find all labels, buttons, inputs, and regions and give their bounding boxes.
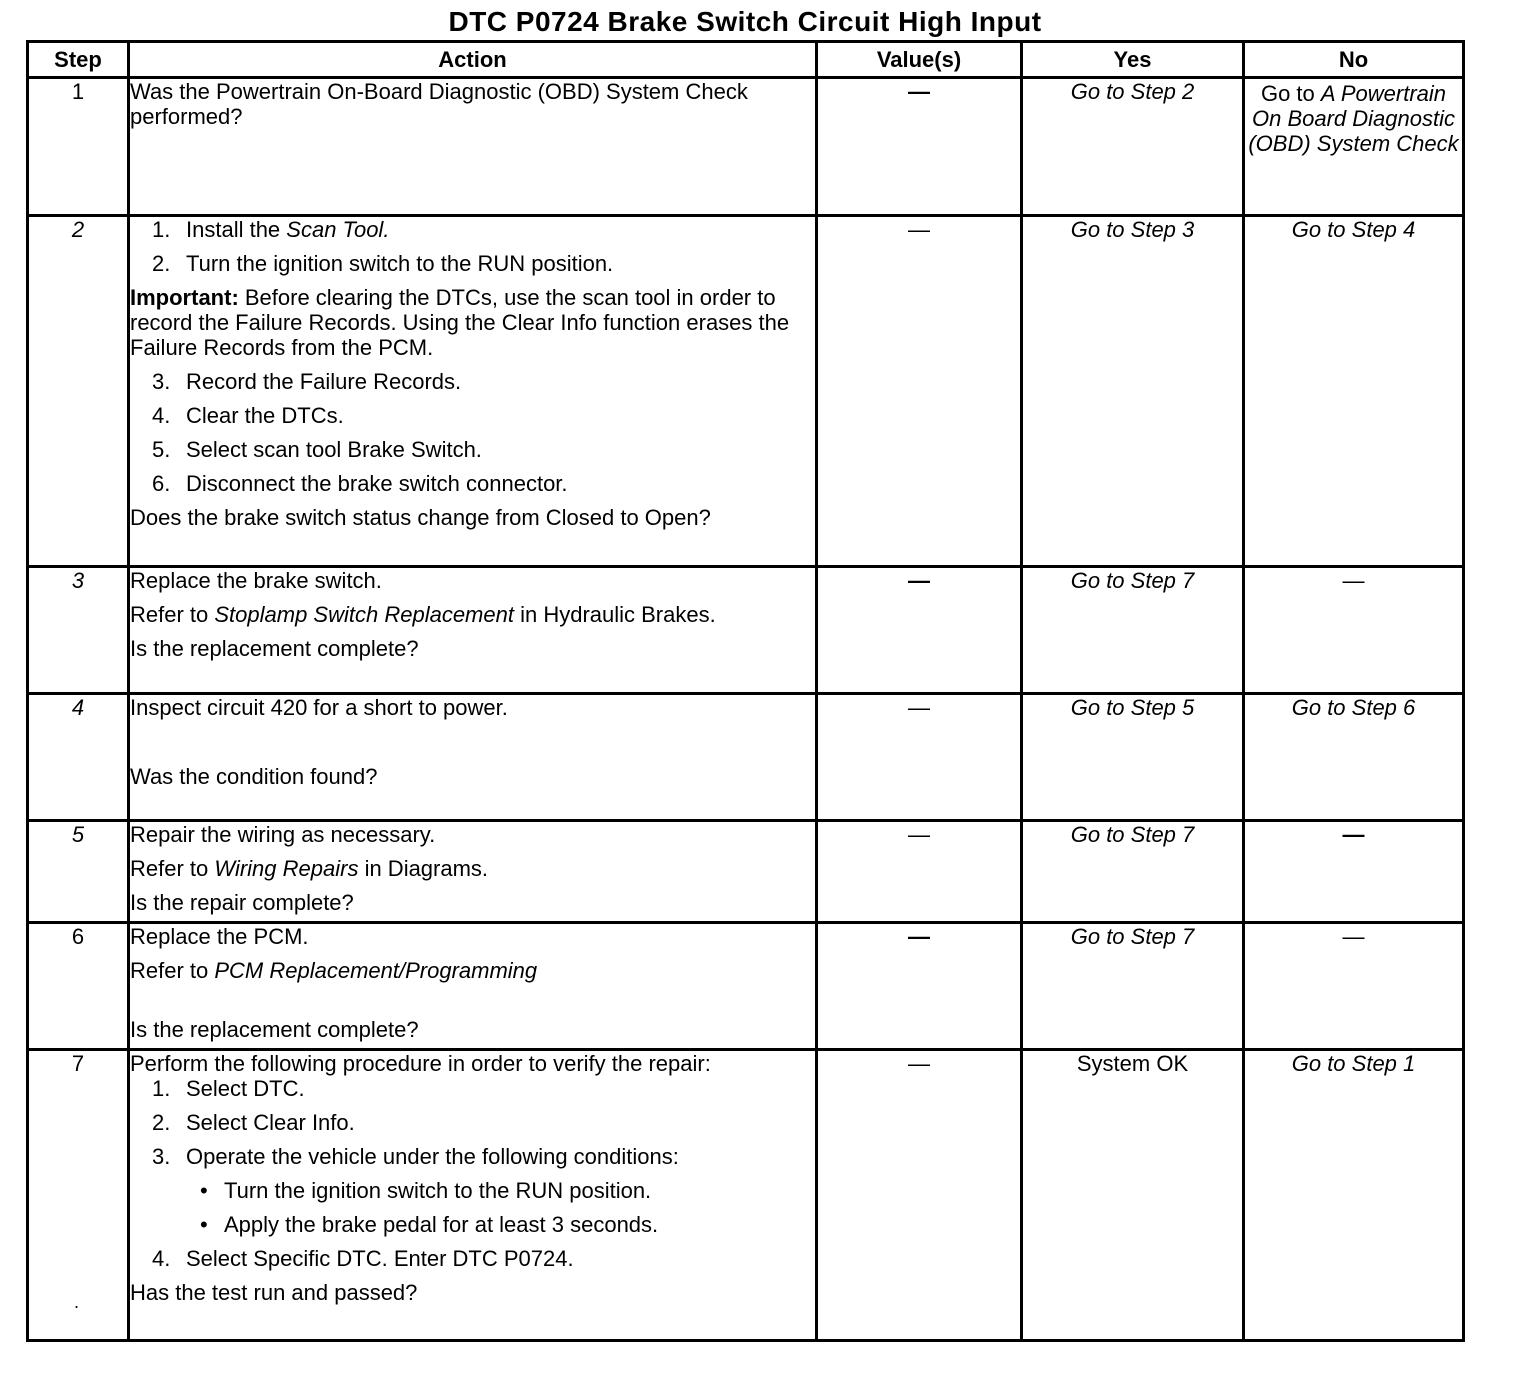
value-dash: — — [908, 217, 930, 242]
action-refer: Refer to Wiring Repairs in Diagrams. — [130, 856, 489, 881]
header-yes: Yes — [1022, 42, 1244, 78]
action-text: Replace the PCM. — [130, 924, 309, 949]
list-item: 5. Select scan tool Brake Switch. — [152, 437, 482, 462]
action-text: Inspect circuit 420 for a short to power. — [130, 695, 508, 720]
table-row — [28, 923, 1464, 1050]
action-question: Is the replacement complete? — [130, 636, 419, 661]
action-question: Was the condition found? — [130, 764, 378, 789]
no-dash: — — [1342, 822, 1365, 847]
yes-link[interactable]: Go to Step 5 — [1022, 694, 1244, 821]
list-item: 3. Record the Failure Records. — [152, 369, 462, 394]
header-row — [28, 42, 1464, 78]
no-link[interactable]: Go to Step 4 — [1244, 216, 1464, 567]
table-row — [28, 216, 1464, 567]
list-item: 1. Install the Scan Tool. — [152, 217, 390, 242]
step-number: 3 — [28, 567, 129, 694]
no-prefix: Go to — [1260, 81, 1321, 106]
no-dash: — — [1342, 924, 1365, 949]
value-dash: — — [908, 568, 930, 593]
no-link[interactable]: Go to Step 6 — [1244, 694, 1464, 821]
yes-link[interactable]: Go to Step 7 — [1022, 821, 1244, 923]
no-cell — [1244, 567, 1464, 694]
table-row — [28, 694, 1464, 821]
step-number: 4 — [28, 694, 129, 821]
value-cell — [817, 567, 1022, 694]
no-dash: — — [1342, 568, 1365, 593]
value-dash: — — [908, 79, 930, 104]
action-cell — [129, 567, 817, 694]
yes-link[interactable]: Go to Step 3 — [1022, 216, 1244, 567]
list-item: 2. Select Clear Info. — [152, 1110, 355, 1135]
action-cell — [129, 78, 817, 216]
no-link[interactable]: Go to Step 1 — [1244, 1050, 1464, 1341]
yes-result: System OK — [1022, 1050, 1244, 1341]
value-cell — [817, 694, 1022, 821]
action-question: Is the repair complete? — [130, 890, 354, 915]
step-number: 7 — [28, 1050, 129, 1341]
list-item: 4. Select Specific DTC. Enter DTC P0724. — [152, 1246, 574, 1271]
header-step: Step — [28, 42, 129, 78]
yes-link[interactable]: Go to Step 7 — [1022, 923, 1244, 1050]
action-text: Replace the brake switch. — [130, 568, 382, 593]
value-cell — [817, 1050, 1022, 1341]
no-cell — [1244, 923, 1464, 1050]
action-refer: Refer to PCM Replacement/Programming — [130, 958, 538, 983]
header-no: No — [1244, 42, 1464, 78]
yes-link[interactable]: Go to Step 7 — [1022, 567, 1244, 694]
value-dash: — — [908, 822, 930, 847]
header-values: Value(s) — [817, 42, 1022, 78]
list-item: 1. Select DTC. — [152, 1076, 305, 1101]
action-refer: Refer to Stoplamp Switch Replacement in Hydraulic Brakes. — [130, 602, 716, 627]
step-number: 6 — [28, 923, 129, 1050]
no-cell[interactable] — [1244, 78, 1464, 216]
action-text: Was the Powertrain On-Board Diagnostic (OBD) System Check performed? — [130, 79, 748, 129]
step-number: 5 — [28, 821, 129, 923]
action-cell — [129, 694, 817, 821]
no-cell — [1244, 821, 1464, 923]
stray-mark: . — [74, 1292, 80, 1312]
list-item: 3. Operate the vehicle under the following conditions: — [152, 1144, 679, 1169]
list-item: 2. Turn the ignition switch to the RUN position. — [152, 251, 614, 276]
table-row — [28, 1050, 1464, 1341]
value-cell — [817, 923, 1022, 1050]
bullet-item: • Apply the brake pedal for at least 3 seconds. — [200, 1212, 659, 1237]
yes-link[interactable]: Go to Step 2 — [1022, 78, 1244, 216]
action-cell — [129, 923, 817, 1050]
header-action: Action — [129, 42, 817, 78]
list-item: 6. Disconnect the brake switch connector. — [152, 471, 568, 496]
no-link[interactable]: A Powertrain On Board Diagnostic (OBD) System Check — [1248, 81, 1459, 156]
value-dash: — — [908, 1051, 930, 1076]
value-cell — [817, 821, 1022, 923]
bullet-item: • Turn the ignition switch to the RUN position. — [200, 1178, 652, 1203]
table-row — [28, 78, 1464, 216]
value-dash: — — [908, 924, 930, 949]
action-intro: Perform the following procedure in order to verify the repair: — [130, 1051, 711, 1076]
value-dash: — — [908, 695, 930, 720]
step-number: 2 — [28, 216, 129, 567]
action-question: Is the replacement complete? — [130, 1017, 419, 1042]
action-text: Repair the wiring as necessary. — [130, 822, 436, 847]
important-note: Important: Before clearing the DTCs, use the scan tool in order to record the Failure Records. Using the Clear Info function erases the Failure Records from the PCM. — [130, 285, 790, 360]
step-number: 1 — [28, 78, 129, 216]
value-cell — [817, 78, 1022, 216]
page-title: DTC P0724 Brake Switch Circuit High Input — [448, 6, 1042, 37]
action-cell — [129, 821, 817, 923]
action-cell — [129, 1050, 817, 1341]
table-row — [28, 821, 1464, 923]
diagnostic-table — [26, 40, 1465, 1342]
action-cell — [129, 216, 817, 567]
action-question: Has the test run and passed? — [130, 1280, 418, 1305]
action-question: Does the brake switch status change from Closed to Open? — [130, 505, 711, 530]
table-row — [28, 567, 1464, 694]
value-cell — [817, 216, 1022, 567]
list-item: 4. Clear the DTCs. — [152, 403, 344, 428]
